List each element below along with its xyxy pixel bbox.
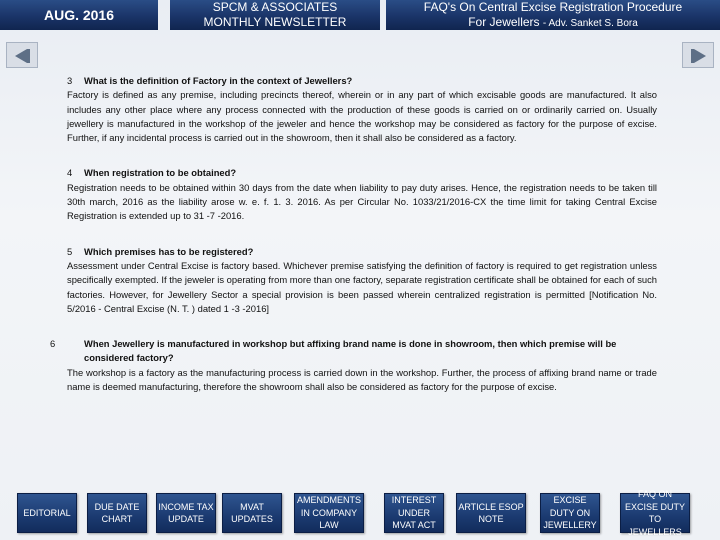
page-title-line1: FAQ's On Central Excise Registration Procedure — [423, 0, 683, 14]
footer-button-editorial[interactable]: EDITORIAL — [17, 493, 77, 533]
page-title-line2: For Jewellers — [468, 14, 540, 29]
faq-answer: Registration needs to be obtained within 30 days from the date when liability to pay duty arises. Hence, the registration needs to be taken till 30th march, 2016 as the liability arose w. e. f. 1. 3. 2016. As per Circular No. 1033/21/2016-CX the time limit for taking Central Excise Registration is extended up to 31 -7 -2016. — [67, 181, 657, 222]
footer-button-amendments-company-law[interactable]: AMENDMENTS IN COMPANY LAW — [294, 493, 364, 533]
faq-answer: Factory is defined as any premise, including precincts thereof, wherein or in any part of which excisable goods are manufactured. It also includes any other place where any process connected with the production of these goods is carried on or ordinarily carried on. Usually jewellery is manufactured in the workshop of the jeweler and hence the workshop may be considered as factory for the purpose of excise. Further, if any incidental process is carried out in the showroom, then it shall also be considered as a factory. — [67, 89, 657, 144]
footer-button-mvat-updates[interactable]: MVAT UPDATES — [222, 493, 282, 533]
footer-button-income-tax-update[interactable]: INCOME TAX UPDATE — [156, 493, 216, 533]
firm-title — [170, 0, 380, 30]
faq-content — [50, 74, 657, 415]
page-title — [386, 0, 720, 30]
footer-button-excise-duty-jewellery[interactable]: EXCISE DUTY ON JEWELLERY — [540, 493, 600, 533]
faq-question: 5 Which premises has to be registered? — [67, 245, 254, 257]
prev-page-button[interactable] — [6, 42, 38, 68]
faq-answer: Assessment under Central Excise is factory based. Whichever premise satisfying the definition of factory is required to get registration unless specifically exempted. If the jeweler is operating from more than one factory, separate registration certificate shall be obtained for each of such factories. However, for Jewellery Sector a special provision is been passed wherein centralized registration is permitted [Notification No. 5/2016 - Central Excise (N. T. ) dated 1 -3 -2016] — [67, 259, 657, 314]
footer-button-faq-excise-duty[interactable]: FAQ ON EXCISE DUTY TO JEWELLERS — [620, 493, 690, 533]
faq-question: 6 When Jewellery is manufactured in workshop but affixing brand name is done in showroom, then which premise will be considered factory? — [50, 338, 617, 364]
footer-button-interest-mvat-act[interactable]: INTEREST UNDER MVAT ACT — [384, 493, 444, 533]
next-arrow-icon — [694, 49, 706, 63]
next-page-button[interactable] — [682, 42, 714, 68]
prev-arrow-icon — [15, 49, 27, 63]
firm-name: SPCM & ASSOCIATES — [212, 0, 338, 14]
newsletter-date: AUG. 2016 — [0, 0, 158, 30]
faq-question: 4 When registration to be obtained? — [67, 167, 237, 179]
author: - Adv. Sanket S. Bora — [542, 17, 638, 29]
faq-answer: The workshop is a factory as the manufacturing process is carried down in the workshop. Further, the process of affixing brand name or trade name is deemed manufacturing, therefore the showroom shall also be considered as factory for the purpose of excise. — [67, 366, 657, 393]
newsletter-name: MONTHLY NEWSLETTER — [203, 15, 347, 29]
footer-button-article-esop-note[interactable]: ARTICLE ESOP NOTE — [456, 493, 526, 533]
footer-button-due-date-chart[interactable]: DUE DATE CHART — [87, 493, 147, 533]
faq-question: 3 What is the definition of Factory in the context of Jewellers? — [67, 75, 353, 86]
